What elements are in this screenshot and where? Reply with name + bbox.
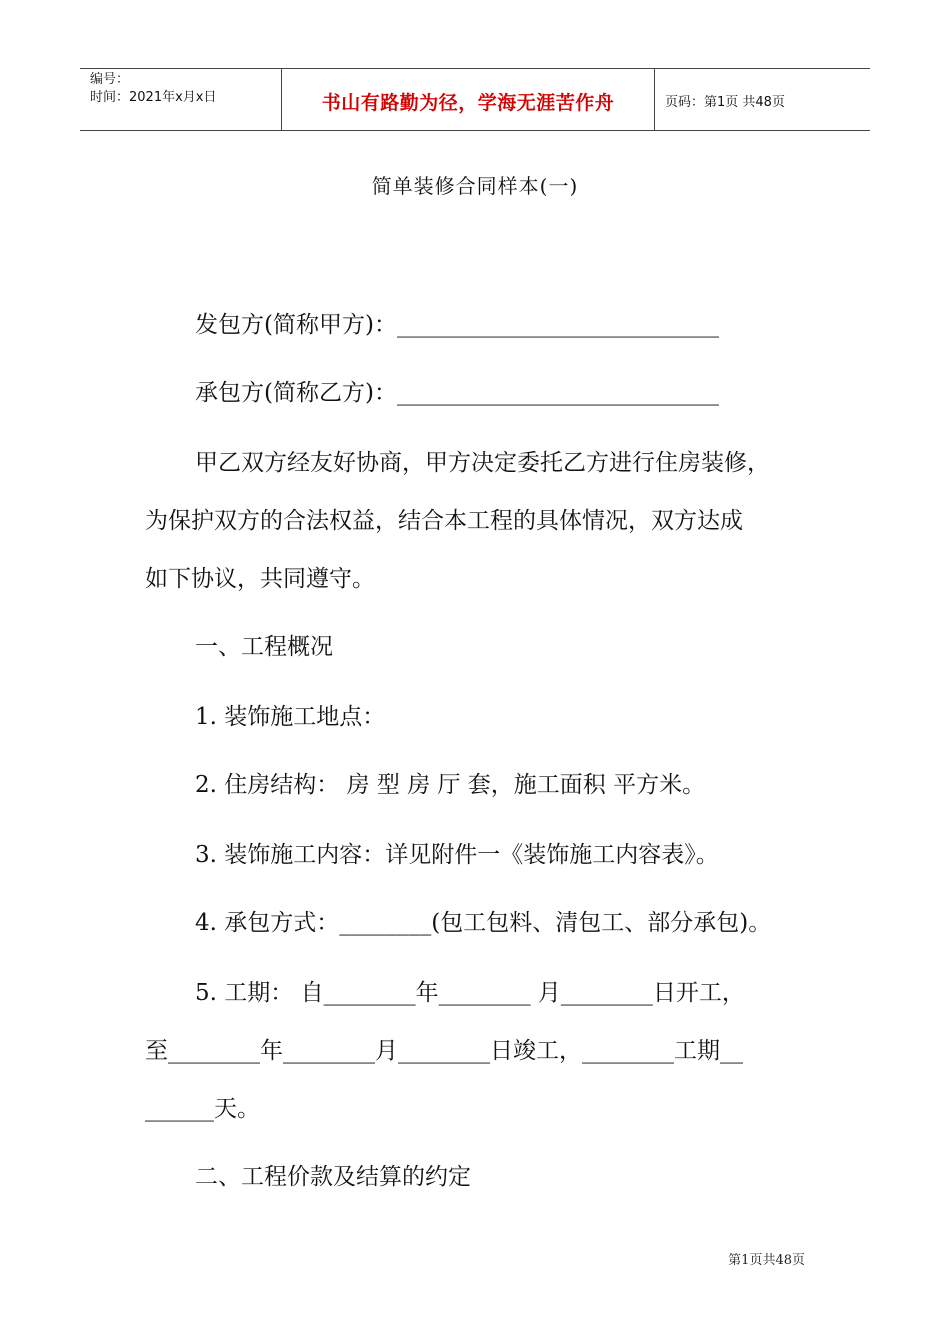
page-header (80, 68, 870, 131)
party-b-line: 承包方(简称乙方)：____________________________ (195, 380, 719, 406)
section-heading: 一、工程概况 (195, 634, 333, 660)
list-item: 5. 工期： 自________年________ 月________日开工， (195, 980, 745, 1006)
doc-date-label: 时间：2021年x月x日 (90, 90, 217, 105)
header-page-number: 页码：第1页 共48页 (665, 95, 785, 110)
document-title: 简单装修合同样本(一) (371, 174, 579, 198)
paragraph-line: 如下协议，共同遵守。 (145, 566, 375, 592)
header-motto: 书山有路勤为径，学海无涯苦作舟 (321, 92, 615, 114)
list-item: 2. 住房结构： 房 型 房 厅 套，施工面积 平方米。 (195, 772, 706, 798)
doc-number-label: 编号： (90, 72, 130, 87)
header-motto-cell (282, 69, 655, 130)
party-a-line: 发包方(简称甲方)：____________________________ (195, 312, 719, 338)
paragraph-line: 甲乙双方经友好协商，甲方决定委托乙方进行住房装修， (195, 450, 770, 476)
header-meta-cell (80, 69, 282, 130)
header-page-cell (655, 69, 870, 130)
list-item: 1. 装饰施工地点： (195, 704, 386, 730)
section-heading: 二、工程价款及结算的约定 (195, 1164, 471, 1190)
list-item-continued: ______天。 (145, 1096, 260, 1122)
list-item-continued: 至________年________月________日竣工，________工期__ (145, 1038, 743, 1064)
list-item: 3. 装饰施工内容：详见附件一《装饰施工内容表》。 (195, 842, 719, 868)
list-item: 4. 承包方式：________(包工包料、清包工、部分承包)。 (195, 910, 772, 936)
paragraph-line: 为保护双方的合法权益，结合本工程的具体情况，双方达成 (145, 508, 743, 534)
page-footer: 第1页共48页 (728, 1253, 805, 1268)
